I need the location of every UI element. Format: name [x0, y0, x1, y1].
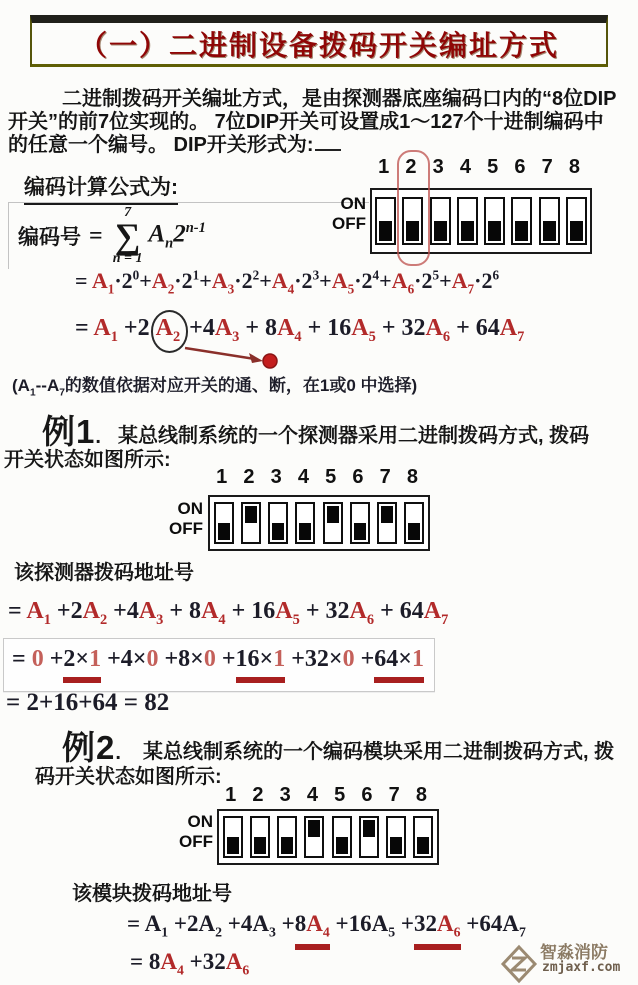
eq-segment: 6	[407, 281, 415, 297]
example1-dot: .	[95, 426, 101, 448]
eq-segment: A	[93, 315, 111, 341]
eq-segment: A	[351, 315, 369, 341]
dip-switch-1-off	[214, 502, 234, 544]
eq-segment: 7	[441, 611, 449, 628]
dip-switch-2-off	[250, 816, 270, 858]
dip-switch-1-off	[223, 816, 243, 858]
intro-line-2: 开关”的前7位实现的。 7位DIP开关可设置成1～127个十进制编码中	[8, 111, 604, 133]
highlight-oval-col2	[397, 150, 430, 266]
eq-segment: 0	[146, 646, 159, 672]
eq-segment: 6	[242, 962, 250, 978]
red-underline-group	[295, 910, 330, 950]
example2-text-line1: 某总线制系统的一个编码模块采用二进制拨码方式, 拨	[143, 741, 615, 763]
dip-switch-4-on	[304, 816, 324, 858]
eq-segment: 5	[368, 328, 376, 345]
dip-switch-4-off	[457, 197, 478, 245]
example2-text-line2: 码开关状态如图所示:	[35, 766, 222, 788]
eq-segment: + 64	[374, 598, 424, 624]
eq-segment: A	[499, 315, 518, 341]
eq-segment: +	[275, 911, 295, 936]
dip-switch-3-off	[277, 816, 297, 858]
eq-segment: A	[225, 949, 243, 974]
eq-segment: A	[331, 268, 348, 293]
dip-number: 2	[252, 784, 264, 806]
dip-numbers	[217, 784, 435, 807]
dip-off-label: OFF	[332, 214, 366, 233]
eq-segment: =	[8, 598, 27, 624]
eq-segment: A	[277, 315, 295, 341]
red-underline-group	[63, 644, 101, 683]
eq-segment: 64	[374, 646, 399, 672]
dip-switch-6-on	[359, 816, 379, 858]
eq-segment: 0	[132, 267, 140, 283]
dip-switch-5-on	[323, 502, 343, 544]
example1-address-label: 该探测器拨码地址号	[14, 562, 194, 584]
dip-number: 1	[216, 466, 228, 488]
dip-number: 3	[270, 466, 282, 488]
intro-line-1: 二进制拨码开关编址方式，是由探测器底座编码口内的“8位DIP	[62, 88, 617, 110]
dip-off-label: OFF	[169, 519, 203, 538]
eq-segment: = A	[127, 911, 162, 936]
dip-on-label: ON	[177, 499, 203, 518]
eq-segment: A	[306, 911, 323, 936]
eq-segment: 0	[342, 646, 355, 672]
eq-segment: = 8	[130, 949, 161, 974]
dip-number: 4	[459, 156, 471, 178]
eq-segment: ·2	[294, 268, 313, 293]
eq-segment: +	[379, 268, 392, 293]
eq-segment: +64A	[460, 911, 519, 936]
eq-segment: ×	[75, 646, 90, 672]
title-banner	[30, 15, 608, 67]
eq-segment: 7	[59, 387, 65, 399]
eq-segment: ×	[398, 646, 412, 672]
red-underline-group	[374, 644, 424, 683]
dip-number: 3	[279, 784, 291, 806]
eq-segment: A	[138, 598, 157, 624]
eq-segment: 4	[322, 924, 330, 940]
red-dot-icon	[263, 354, 277, 368]
eq-segment: A	[214, 315, 233, 341]
dip-switch-3-off	[268, 502, 288, 544]
eq-segment: A	[211, 268, 228, 293]
eq-segment: +4	[189, 315, 215, 341]
dip-switch-8-off	[404, 502, 424, 544]
eq-segment: 2	[172, 328, 181, 345]
eq-segment: A	[160, 949, 177, 974]
eq-segment: ×	[190, 646, 204, 672]
eq-segment: 1	[43, 611, 51, 628]
dip-switch-7-off	[386, 816, 406, 858]
eq-segment: A	[275, 598, 293, 624]
eq-segment: +	[215, 646, 236, 672]
dip-switch-1-off	[375, 197, 396, 245]
dip-switch-diagram-example2	[165, 780, 445, 872]
example1-equation-values	[3, 638, 435, 692]
dip-switch-5-off	[332, 816, 352, 858]
eq-segment: ×	[132, 646, 147, 672]
eq-segment: + 64	[450, 315, 500, 341]
eq-segment: 4	[176, 962, 184, 978]
eq-segment: 1	[192, 267, 200, 283]
term-a-sub: n	[165, 235, 174, 252]
eq-segment: +4	[101, 646, 133, 672]
eq-segment: ·2	[414, 268, 433, 293]
eq-segment: A	[82, 598, 100, 624]
eq-segment: 3	[232, 328, 240, 345]
eq-segment: 的数值依据对应开关的通、断，在1或0 中选择)	[64, 376, 418, 395]
eq-segment: +	[259, 268, 272, 293]
example1-equation-result	[6, 687, 169, 718]
dip-switch-7-on	[377, 502, 397, 544]
sigma-icon: ∑	[114, 215, 141, 256]
dip-number: 1	[378, 156, 390, 178]
example1-text-line2: 开关状态如图所示:	[4, 449, 171, 471]
note-a1-a7	[12, 375, 417, 400]
eq-segment: 1	[89, 646, 102, 672]
dip-number: 8	[568, 156, 580, 178]
eq-segment: + 32	[299, 598, 350, 624]
eq-segment: 6	[366, 611, 375, 628]
eq-segment: 3	[268, 924, 276, 940]
term-a: A	[148, 220, 166, 248]
eq-segment: 3	[312, 267, 320, 283]
eq-segment: +16A	[329, 911, 389, 936]
term-exponent: n-1	[185, 219, 206, 236]
red-underline-group	[236, 644, 286, 683]
eq-segment: A	[155, 315, 173, 341]
eq-segment: 7	[467, 281, 475, 297]
eq-segment: A	[201, 598, 219, 624]
dip-switch-6-off	[511, 197, 532, 245]
dip-switch-2-on	[241, 502, 261, 544]
eq-segment: --A	[35, 376, 60, 395]
eq-segment: 4	[294, 328, 302, 345]
eq-segment: +32	[183, 949, 226, 974]
dip-number: 2	[405, 156, 417, 178]
dip-off-label: OFF	[179, 832, 213, 851]
dip-switch-4-off	[295, 502, 315, 544]
eq-segment: 0	[31, 646, 44, 672]
eq-segment: 3	[156, 611, 164, 628]
eq-segment: 2	[215, 924, 222, 940]
eq-segment: A	[423, 598, 442, 624]
eq-segment: +	[319, 268, 332, 293]
eq-segment: ×	[328, 646, 343, 672]
dip-switch-8-off	[413, 816, 433, 858]
blank-underline	[315, 129, 341, 151]
intro-line-3-text: 的任意一个编号。 DIP开关形式为:	[8, 134, 314, 156]
eq-segment: ·2	[474, 268, 493, 293]
eq-segment: +	[43, 646, 64, 672]
dip-numbers	[208, 466, 426, 489]
eq-segment: ·2	[234, 268, 253, 293]
eq-segment: +	[395, 911, 414, 936]
example1-text-line1: 某总线制系统的一个探测器采用二进制拨码方式, 拨码	[118, 425, 590, 447]
dip-number: 5	[325, 466, 337, 488]
eq-segment: 1	[273, 646, 286, 672]
equation-expanded-powers	[75, 267, 499, 298]
eq-segment: + 8	[239, 315, 278, 341]
eq-segment: +	[199, 268, 212, 293]
eq-segment: 2	[63, 646, 76, 672]
eq-segment: A	[391, 268, 408, 293]
sigma-summation	[113, 206, 143, 266]
eq-segment: 1	[110, 328, 118, 345]
eq-segment: A	[26, 598, 44, 624]
eq-segment: +32	[285, 646, 329, 672]
eq-segment: 7	[517, 328, 525, 345]
dip-switch-7-off	[539, 197, 560, 245]
eq-segment: 1	[411, 646, 424, 672]
dip-number: 6	[514, 156, 526, 178]
eq-segment: A	[451, 268, 468, 293]
eq-segment: 16	[235, 646, 260, 672]
sigma-lower-limit: n = 1	[112, 251, 143, 267]
example2-address-label: 该模块拨码地址号	[72, 883, 232, 905]
sum-term	[148, 220, 205, 252]
page-title: （一）二进制设备拨码开关编址方式	[78, 29, 559, 61]
eq-segment: +2	[50, 598, 83, 624]
sigma-upper-limit: 7	[124, 204, 132, 220]
dip-number: 8	[415, 784, 427, 806]
eq-segment: 5	[292, 611, 300, 628]
dip-switch-8-off	[566, 197, 587, 245]
eq-segment: 4	[287, 281, 295, 297]
dip-number: 7	[388, 784, 400, 806]
eq-segment: 4	[372, 267, 380, 283]
dip-switch-5-off	[484, 197, 505, 245]
example1-equation-symbolic	[8, 596, 448, 629]
dip-on-label: ON	[340, 194, 366, 213]
eq-segment: 5	[432, 267, 440, 283]
eq-segment: +4A	[221, 911, 269, 936]
dip-switch-3-off	[430, 197, 451, 245]
eq-segment: +2A	[168, 911, 216, 936]
eq-segment: A	[91, 268, 108, 293]
eq-segment: ·2	[114, 268, 133, 293]
eq-segment: 3	[227, 281, 235, 297]
dip-number: 4	[306, 784, 318, 806]
eq-segment: 4	[218, 611, 226, 628]
dip-number: 4	[297, 466, 309, 488]
eq-segment: +8	[158, 646, 191, 672]
eq-segment: A	[349, 598, 367, 624]
eq-segment: 8	[294, 911, 307, 936]
eq-segment: =	[75, 268, 92, 293]
formula-label: 编码计算公式为:	[24, 171, 178, 205]
annotation-arrow	[183, 344, 283, 376]
eq-segment: 1	[161, 924, 169, 940]
dip-number: 8	[406, 466, 418, 488]
eq-segment: 6	[442, 328, 451, 345]
eq-segment: + 32	[375, 315, 426, 341]
eq-segment: +	[354, 646, 375, 672]
eq-segment: 1	[107, 281, 115, 297]
eq-segment: 2	[252, 267, 260, 283]
eq-segment: =	[12, 646, 32, 672]
red-underline-group	[414, 910, 461, 950]
dip-box	[217, 809, 439, 865]
dip-number: 2	[243, 466, 255, 488]
eq-segment: 6	[492, 267, 500, 283]
dip-number: 3	[432, 156, 444, 178]
eq-segment: 6	[453, 924, 461, 940]
eq-segment: =	[75, 315, 94, 341]
dip-number: 1	[225, 784, 237, 806]
dip-switch-diagram-default	[318, 150, 598, 266]
watermark-diamond-icon	[500, 944, 538, 984]
watermark-site: zmjaxf.com	[542, 960, 621, 975]
eq-segment: (A	[12, 376, 30, 395]
eq-segment: +2	[117, 315, 150, 341]
eq-segment: + 8	[163, 598, 202, 624]
example2-number: 例2	[62, 729, 116, 766]
eq-segment: 5	[388, 924, 396, 940]
dip-number: 5	[334, 784, 346, 806]
dip-number: 7	[541, 156, 553, 178]
eq-segment: 5	[347, 281, 355, 297]
example2-dot: .	[115, 742, 121, 764]
formula-equals: =	[89, 222, 103, 249]
eq-segment: + 16	[225, 598, 276, 624]
eq-segment: 0	[203, 646, 216, 672]
encoding-formula	[18, 204, 206, 268]
dip-number: 7	[379, 466, 391, 488]
dip-box	[208, 495, 430, 551]
example2-equation-symbolic	[127, 910, 526, 950]
eq-segment: +	[139, 268, 152, 293]
eq-segment: 32	[413, 911, 437, 936]
dip-switch-diagram-example1	[155, 462, 435, 554]
example1-number: 例1	[42, 413, 96, 450]
eq-segment: 7	[518, 924, 526, 940]
eq-segment: +	[439, 268, 452, 293]
eq-segment: ×	[259, 646, 274, 672]
eq-segment: A	[151, 268, 168, 293]
example2-equation-result	[130, 948, 249, 979]
eq-segment: A	[271, 268, 288, 293]
eq-segment: + 16	[301, 315, 352, 341]
formula-lhs: 编码号	[18, 226, 81, 249]
eq-segment: ·2	[174, 268, 193, 293]
eq-segment: 2	[99, 611, 108, 628]
equation-coefficients	[75, 310, 524, 353]
eq-segment: 1	[29, 387, 36, 399]
eq-segment: A	[436, 911, 454, 936]
eq-segment: 2	[167, 281, 175, 297]
dip-number: 5	[487, 156, 499, 178]
eq-segment: ·2	[354, 268, 373, 293]
eq-segment: = 2+16+64 = 82	[6, 689, 170, 716]
watermark-name: 智淼消防	[540, 943, 608, 962]
dip-switch-6-off	[350, 502, 370, 544]
dip-number: 6	[361, 784, 373, 806]
term-base: 2	[173, 220, 186, 248]
eq-segment: A	[425, 315, 443, 341]
dip-on-label: ON	[187, 812, 213, 831]
intro-line-3	[8, 128, 341, 157]
dip-number: 6	[352, 466, 364, 488]
eq-segment: +4	[107, 598, 139, 624]
